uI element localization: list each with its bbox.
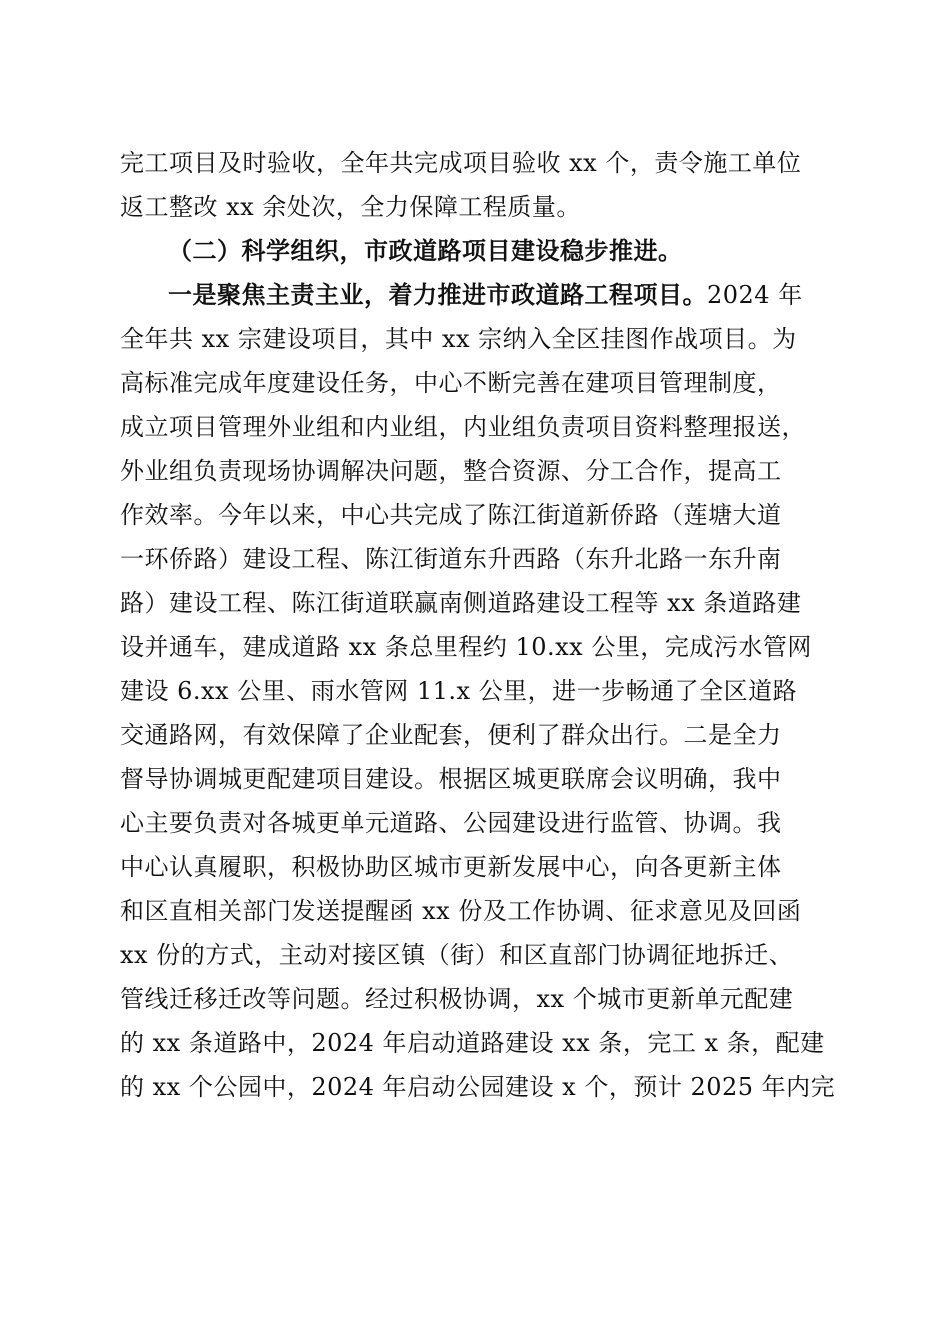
paragraph-line: 的 xx 个公园中，2024 年启动公园建设 x 个，预计 2025 年内完 — [120, 1073, 836, 1101]
paragraph-line: 作效率。今年以来，中心共完成了陈江街道新侨路（莲塘大道 — [120, 501, 782, 529]
paragraph-line: 一环侨路）建设工程、陈江街道东升西路（东升北路一东升南 — [120, 545, 782, 573]
paragraph-line: 路）建设工程、陈江街道联赢南侧道路建设工程等 xx 条道路建 — [120, 589, 802, 617]
paragraph-line: 建设 6.xx 公里、雨水管网 11.x 公里，进一步畅通了全区道路 — [120, 677, 798, 705]
paragraph-line: 全年共 xx 宗建设项目，其中 xx 宗纳入全区挂图作战项目。为 — [120, 325, 797, 353]
paragraph-line: 和区直相关部门发送提醒函 xx 份及工作协调、征求意见及回函 — [120, 897, 802, 925]
paragraph-line: 设并通车，建成道路 xx 条总里程约 10.xx 公里，完成污水管网 — [120, 633, 812, 661]
paragraph-line: 的 xx 条道路中，2024 年启动道路建设 xx 条，完工 x 条，配建 — [120, 1029, 825, 1057]
paragraph-line: xx 份的方式，主动对接区镇（街）和区直部门协调征地拆迁、 — [120, 941, 794, 969]
paragraph-text: 2024 年 — [707, 281, 803, 309]
paragraph-line: 外业组负责现场协调解决问题，整合资源、分工合作，提高工 — [120, 457, 782, 485]
paragraph-line: 督导协调城更配建项目建设。根据区城更联席会议明确，我中 — [120, 765, 782, 793]
paragraph-line: 中心认真履职，积极协助区城市更新发展中心，向各更新主体 — [120, 853, 782, 881]
paragraph-line: 交通路网，有效保障了企业配套，便利了群众出行。二是全力 — [120, 721, 782, 749]
paragraph-line: 成立项目管理外业组和内业组，内业组负责项目资料整理报送， — [120, 413, 806, 441]
paragraph-line: 完工项目及时验收，全年共完成项目验收 xx 个，责令施工单位 — [120, 149, 802, 177]
paragraph-line: 返工整改 xx 余处次，全力保障工程质量。 — [120, 193, 581, 221]
section-heading: （二）科学组织，市政道路项目建设稳步推进。 — [168, 236, 683, 265]
paragraph-line: 高标准完成年度建设任务，中心不断完善在建项目管理制度， — [120, 369, 782, 397]
paragraph-line — [168, 277, 888, 313]
paragraph-line: 管线迁移迁改等问题。经过积极协调，xx 个城市更新单元配建 — [120, 985, 794, 1013]
paragraph-line: 心主要负责对各城更单元道路、公园建设进行监管、协调。我 — [120, 809, 782, 837]
lead-sentence: 一是聚焦主责主业，着力推进市政道路工程项目。 — [168, 280, 707, 309]
